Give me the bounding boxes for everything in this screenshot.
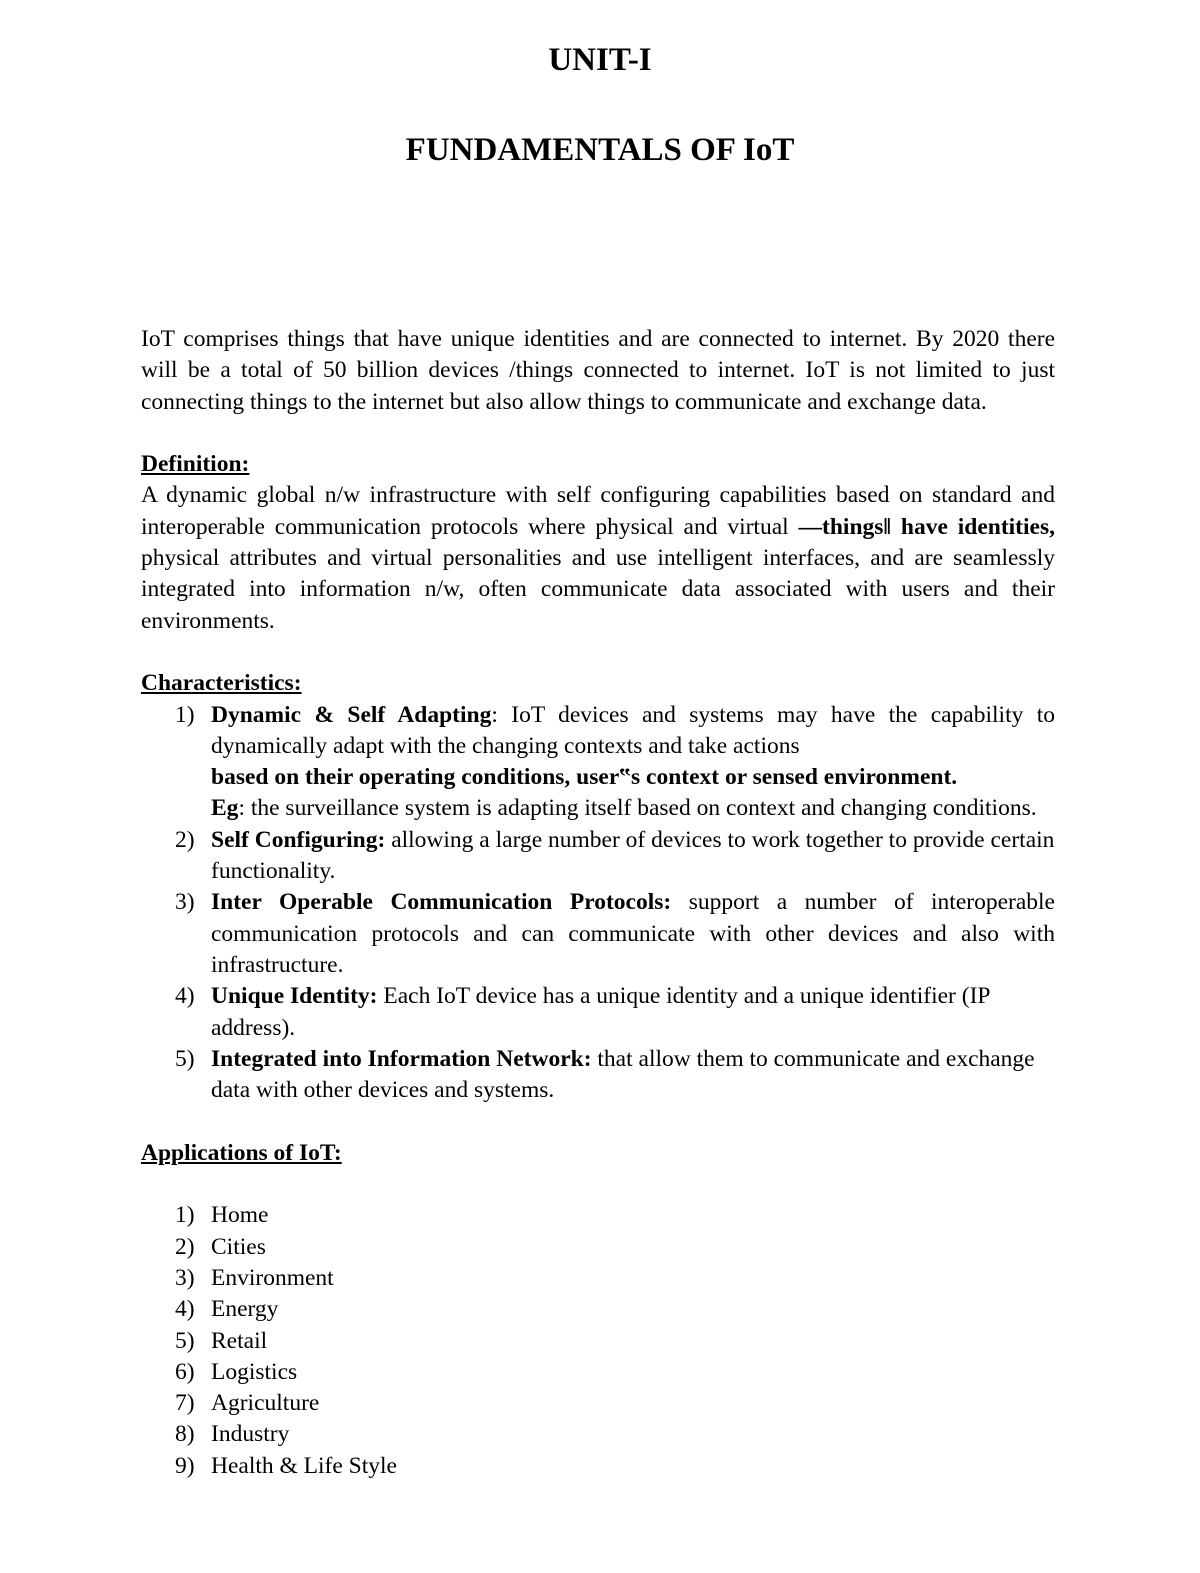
definition-paragraph [141, 480, 1055, 636]
list-item [141, 1388, 1055, 1419]
application-label: Energy [211, 1296, 279, 1323]
list-item [141, 981, 1055, 1044]
characteristic-term: Inter Operable Communication Protocols: [211, 889, 672, 916]
list-number: 4) [175, 1296, 195, 1323]
list-number: 3) [175, 889, 195, 916]
list-item [141, 825, 1055, 888]
list-item [141, 1294, 1055, 1325]
characteristic-text: Each IoT device has a unique identity and a unique identifier (IP address). [211, 983, 990, 1041]
spacer [141, 1106, 1055, 1137]
application-label: Industry [211, 1421, 290, 1448]
characteristic-text: : IoT devices and systems may have the capability to dynamically adapt with the changing contexts and take actions [211, 701, 1055, 759]
list-number: 7) [175, 1390, 195, 1417]
application-label: Home [211, 1202, 269, 1229]
characteristic-term: Dynamic & Self Adapting [211, 701, 492, 728]
spacer [141, 637, 1055, 668]
characteristics-list [141, 700, 1055, 1107]
list-item [141, 1232, 1055, 1263]
document-title: FUNDAMENTALS OF IoT [405, 132, 795, 168]
list-number: 4) [175, 983, 195, 1010]
characteristics-heading: Characteristics: [141, 670, 302, 697]
definition-text-before: A dynamic global n/w infrastructure with self configuring capabilities based on standard and interoperable communication protocols where physical and virtual [141, 482, 1055, 540]
list-item [141, 1326, 1055, 1357]
list-number: 3) [175, 1264, 195, 1291]
document-body [141, 324, 1055, 1482]
definition-heading: Definition: [141, 451, 250, 478]
characteristic-bold-line: based on their operating conditions, user‟s context or sensed environment. [211, 764, 958, 791]
characteristic-text: allowing a large number of devices to work together to provide certain functionality. [211, 826, 1055, 885]
definition-bold-text: ―things‖ have identities, [798, 513, 1055, 540]
unit-title: UNIT-I [548, 42, 652, 78]
application-label: Agriculture [211, 1390, 320, 1417]
list-item [141, 1419, 1055, 1450]
characteristic-term: Unique Identity: [211, 983, 378, 1010]
list-number: 8) [175, 1421, 195, 1448]
list-item [141, 1263, 1055, 1294]
spacer [141, 1169, 1055, 1200]
characteristic-term: Self Configuring: [211, 826, 386, 853]
application-label: Health & Life Style [211, 1452, 397, 1479]
list-number: 1) [175, 701, 195, 728]
list-number: 2) [175, 826, 195, 853]
list-item [141, 887, 1055, 981]
example-text: : the surveillance system is adapting itself based on context and changing conditions. [238, 795, 1037, 822]
applications-heading: Applications of IoT: [141, 1139, 342, 1166]
list-item [141, 700, 1055, 825]
characteristic-text: support a number of interoperable communication protocols and can communicate with other devices and also with infrastructure. [211, 889, 1055, 978]
definition-text-after: physical attributes and virtual personalities and use intelligent interfaces, and are seamlessly integrated into information n/w, often communicate data associated with users and their environments. [141, 545, 1055, 634]
applications-list [141, 1200, 1055, 1482]
list-number: 5) [175, 1327, 195, 1354]
list-number: 1) [175, 1202, 195, 1229]
application-label: Retail [211, 1327, 268, 1354]
list-number: 6) [175, 1358, 195, 1385]
list-number: 9) [175, 1452, 195, 1479]
characteristic-term: Integrated into Information Network: [211, 1045, 592, 1072]
list-number: 2) [175, 1233, 195, 1260]
spacer [141, 418, 1055, 449]
list-item [141, 1451, 1055, 1482]
characteristic-text: that allow them to communicate and exchange data with other devices and systems. [211, 1045, 1035, 1104]
application-label: Cities [211, 1233, 266, 1260]
list-item [141, 1357, 1055, 1388]
list-item [141, 1200, 1055, 1231]
characteristic-example [211, 793, 1055, 824]
intro-paragraph: IoT comprises things that have unique identities and are connected to internet. By 2020 there will be a total of 50 billion devices /things connected to internet. IoT is not limited to just connecting things to the internet but also allow things to communicate and exchange data. [141, 326, 1055, 415]
list-item [141, 1044, 1055, 1107]
example-label: Eg [211, 795, 239, 822]
list-number: 5) [175, 1045, 195, 1072]
application-label: Environment [211, 1264, 334, 1291]
application-label: Logistics [211, 1358, 298, 1385]
